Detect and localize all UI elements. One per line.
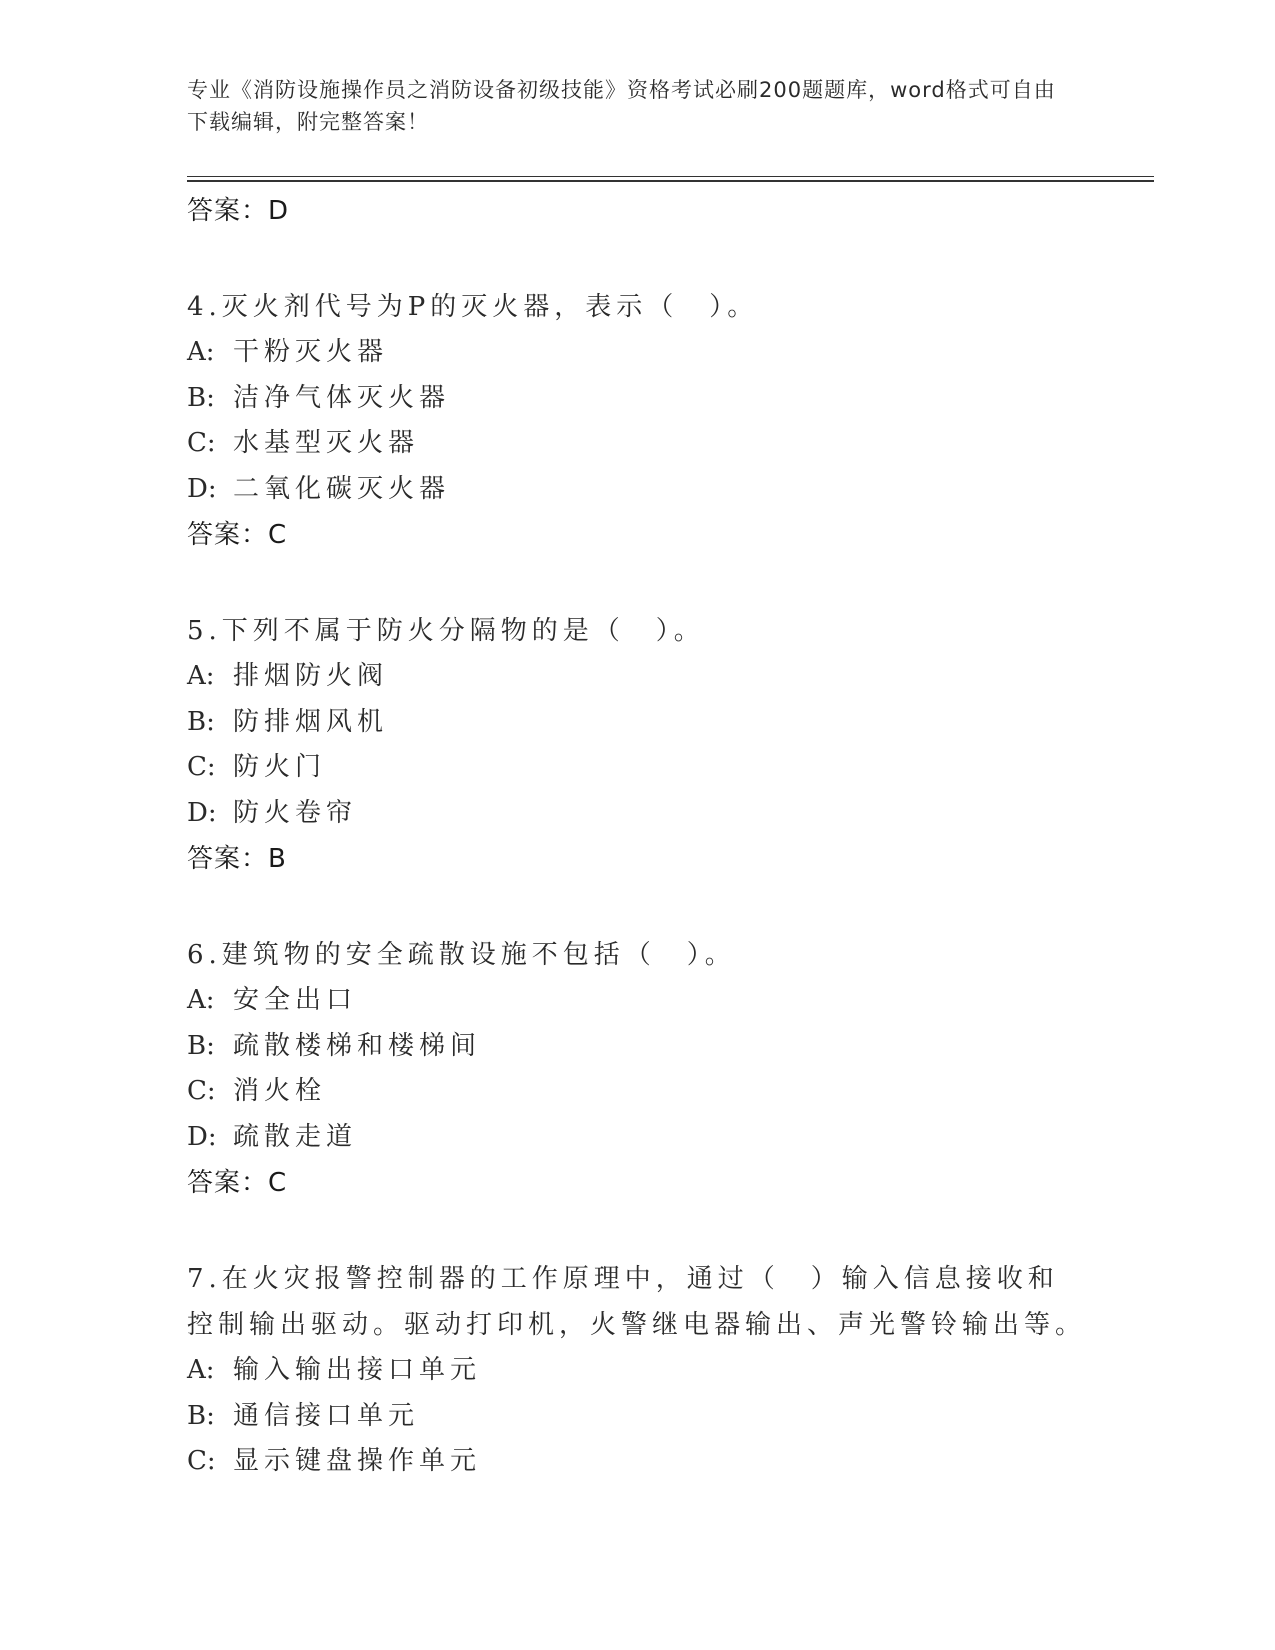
header-divider-thin xyxy=(187,176,1154,177)
option-d xyxy=(187,467,1087,513)
option-letter: C: xyxy=(187,1076,216,1106)
answer-line: 答案：D xyxy=(187,196,290,226)
option-d xyxy=(187,791,1087,837)
document-header: 专业《消防设施操作员之消防设备初级技能》资格考试必刷200题题库，word格式可自由下载编辑，附完整答案！ xyxy=(187,78,1056,134)
option-text: 洁净气体灭火器 xyxy=(233,382,451,413)
option-letter: A: xyxy=(187,1355,215,1385)
option-letter: D: xyxy=(187,797,217,828)
option-b xyxy=(187,700,1087,746)
option-text: 安全出口 xyxy=(233,985,358,1015)
option-letter: A: xyxy=(187,661,215,691)
option-d xyxy=(187,1115,1087,1161)
option-text: 水基型灭火器 xyxy=(233,428,420,458)
option-letter: B: xyxy=(187,1400,215,1431)
answer-line: 答案：C xyxy=(187,520,288,550)
option-text: 输入输出接口单元 xyxy=(233,1355,482,1385)
option-text: 防排烟风机 xyxy=(233,706,389,737)
question-item xyxy=(187,932,1087,1206)
question-stem: 5.下列不属于防火分隔物的是（ ）。 xyxy=(187,616,705,646)
answer-line: 答案：B xyxy=(187,844,287,874)
option-a xyxy=(187,330,1087,376)
option-text: 排烟防火阀 xyxy=(233,661,389,691)
option-text: 防火卷帘 xyxy=(233,797,358,828)
option-letter: D: xyxy=(187,473,217,504)
option-a xyxy=(187,1348,1087,1394)
question-stem: 4.灭火剂代号为P的灭火器，表示（ ）。 xyxy=(187,292,759,322)
option-text: 二氧化碳灭火器 xyxy=(233,473,451,504)
question-stem: 7.在火灾报警控制器的工作原理中，通过（ ）输入信息接收和控制输出驱动。驱动打印机，火警继电器输出、声光警铃输出等。 xyxy=(187,1264,1087,1340)
question-item xyxy=(187,1256,1087,1485)
option-text: 干粉灭火器 xyxy=(233,337,389,367)
option-letter: A: xyxy=(187,337,215,367)
question-item xyxy=(187,284,1087,558)
option-letter: B: xyxy=(187,706,215,737)
option-letter: C: xyxy=(187,1446,216,1476)
option-letter: A: xyxy=(187,985,215,1015)
option-letter: C: xyxy=(187,428,216,458)
question-item xyxy=(187,608,1087,882)
option-text: 显示键盘操作单元 xyxy=(233,1446,482,1476)
option-c xyxy=(187,1439,1087,1485)
option-c xyxy=(187,745,1087,791)
question-list xyxy=(187,188,1087,1485)
option-text: 通信接口单元 xyxy=(233,1400,420,1431)
question-stem: 6.建筑物的安全疏散设施不包括（ ）。 xyxy=(187,940,736,970)
option-c xyxy=(187,421,1087,467)
option-text: 疏散走道 xyxy=(233,1121,358,1152)
option-letter: C: xyxy=(187,752,216,782)
option-text: 防火门 xyxy=(233,752,327,782)
option-b xyxy=(187,1394,1087,1440)
option-b xyxy=(187,1024,1087,1070)
option-a xyxy=(187,654,1087,700)
option-a xyxy=(187,978,1087,1024)
header-divider-thick xyxy=(187,180,1154,182)
option-text: 消火栓 xyxy=(233,1076,327,1106)
option-b xyxy=(187,376,1087,422)
option-letter: D: xyxy=(187,1121,217,1152)
option-c xyxy=(187,1069,1087,1115)
answer-line: 答案：C xyxy=(187,1168,288,1198)
option-letter: B: xyxy=(187,1030,215,1061)
option-letter: B: xyxy=(187,382,215,413)
option-text: 疏散楼梯和楼梯间 xyxy=(233,1030,482,1061)
